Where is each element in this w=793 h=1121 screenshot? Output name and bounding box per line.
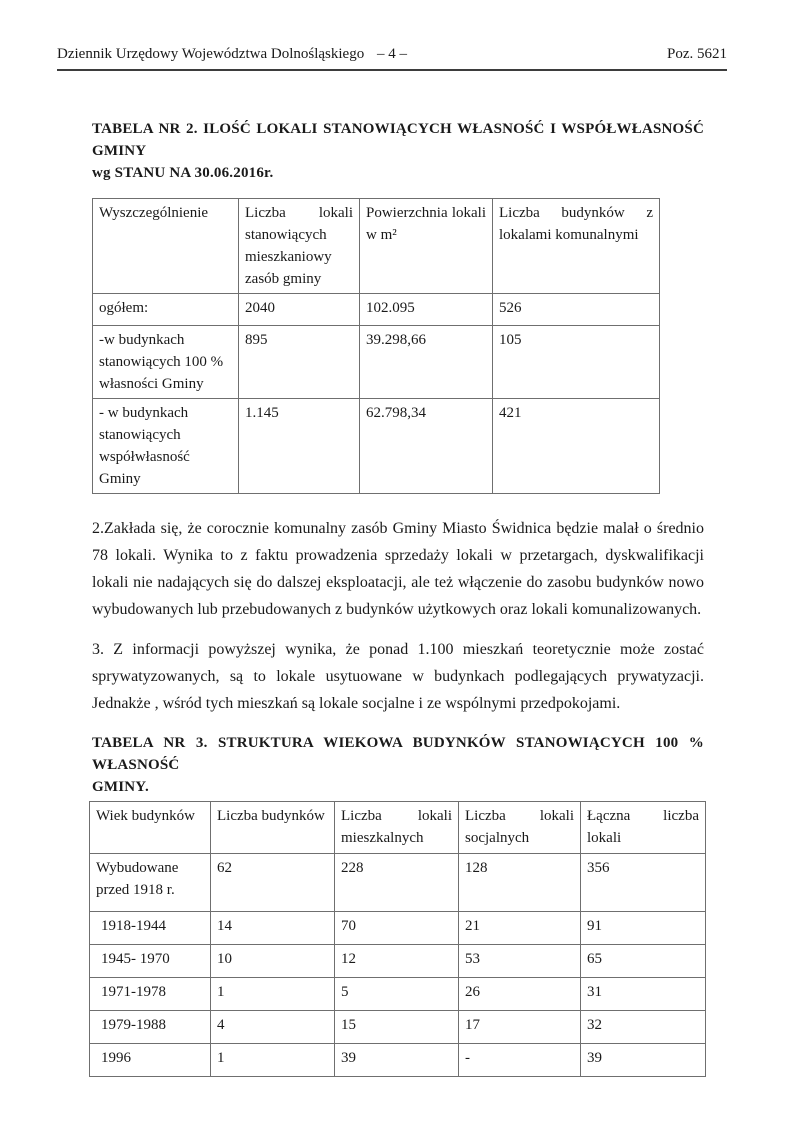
table-cell: 2040 bbox=[239, 294, 360, 326]
table-cell: 128 bbox=[459, 854, 581, 912]
table-nr2 bbox=[92, 198, 660, 494]
table-cell: 4 bbox=[211, 1011, 335, 1044]
table-cell: 62.798,34 bbox=[360, 399, 493, 494]
table-cell: 1971-1978 bbox=[90, 978, 211, 1011]
table3-title bbox=[92, 732, 704, 798]
page-header bbox=[57, 46, 727, 71]
table-cell: 53 bbox=[459, 945, 581, 978]
column-header: Liczba lokali stanowiących mieszkaniowy zasób gminy bbox=[239, 199, 360, 294]
table-cell: 15 bbox=[335, 1011, 459, 1044]
column-header: Liczba budynków bbox=[211, 802, 335, 854]
table-cell: 62 bbox=[211, 854, 335, 912]
column-header: Wyszczególnienie bbox=[93, 199, 239, 294]
table-cell: 1996 bbox=[90, 1044, 211, 1077]
table-cell: 105 bbox=[493, 326, 660, 399]
table-cell: Wybudowane przed 1918 r. bbox=[90, 854, 211, 912]
page-number: – 4 – bbox=[377, 46, 407, 62]
table-cell: 356 bbox=[581, 854, 706, 912]
table-cell: 31 bbox=[581, 978, 706, 1011]
table-cell: 1 bbox=[211, 978, 335, 1011]
paragraph-3: 3. Z informacji powyższej wynika, że ponad 1.100 mieszkań teoretycznie może zostać sprywatyzowanych, są to lokale usytuowane w budynkach podlegających prywatyzacji. Jednakże , wśród tych mieszkań są lokale socjalne i ze wspólnymi przedpokojami. bbox=[92, 641, 704, 712]
table-cell: 39 bbox=[581, 1044, 706, 1077]
column-header: Liczba lokali socjalnych bbox=[459, 802, 581, 854]
table-header-row bbox=[93, 199, 660, 294]
table-cell: 21 bbox=[459, 912, 581, 945]
table-cell: 39.298,66 bbox=[360, 326, 493, 399]
table-cell: 65 bbox=[581, 945, 706, 978]
table-cell: 1918-1944 bbox=[90, 912, 211, 945]
table-cell: 39 bbox=[335, 1044, 459, 1077]
table-cell: 70 bbox=[335, 912, 459, 945]
table-row bbox=[90, 912, 706, 945]
table-cell: 5 bbox=[335, 978, 459, 1011]
table-cell: ogółem: bbox=[93, 294, 239, 326]
paragraph-2: 2.Zakłada się, że corocznie komunalny zasób Gminy Miasto Świdnica będzie malał o średnio 78 lokali. Wynika to z faktu prowadzenia sprzedaży lokali w przetargach, dyskwalifikacji lokali nie nadających się do dalszej eksploatacji, ale też włączenie do zasobu budynków nowo wybudowanych lub przebudowanych z budynków użytkowych oraz lokali komunalizowanych. bbox=[92, 520, 704, 618]
table3-title-line2: GMINY. bbox=[92, 779, 149, 795]
journal-title: Dziennik Urzędowy Województwa Dolnośląskiego bbox=[57, 46, 365, 62]
table-cell: 228 bbox=[335, 854, 459, 912]
table-cell: 1979-1988 bbox=[90, 1011, 211, 1044]
table-cell: 1.145 bbox=[239, 399, 360, 494]
table2-title-line1: TABELA NR 2. ILOŚĆ LOKALI STANOWIĄCYCH WŁASNOŚĆ I WSPÓŁWŁASNOŚĆ GMINY bbox=[92, 121, 704, 159]
table-cell: 421 bbox=[493, 399, 660, 494]
table-row bbox=[93, 399, 660, 494]
table-cell: - w budynkach stanowiących współwłasność Gminy bbox=[93, 399, 239, 494]
table-cell: 12 bbox=[335, 945, 459, 978]
table-cell: -w budynkach stanowiących 100 % własności Gminy bbox=[93, 326, 239, 399]
table-cell: 10 bbox=[211, 945, 335, 978]
table-cell: 17 bbox=[459, 1011, 581, 1044]
table-cell: 32 bbox=[581, 1011, 706, 1044]
table-cell: 14 bbox=[211, 912, 335, 945]
table-cell: 1945- 1970 bbox=[90, 945, 211, 978]
column-header: Liczba budynków z lokalami komunalnymi bbox=[493, 199, 660, 294]
table-cell: 895 bbox=[239, 326, 360, 399]
table-row bbox=[90, 1011, 706, 1044]
position-number: Poz. 5621 bbox=[667, 46, 727, 62]
table-cell: 526 bbox=[493, 294, 660, 326]
table-cell: - bbox=[459, 1044, 581, 1077]
table3-title-line1: TABELA NR 3. STRUKTURA WIEKOWA BUDYNKÓW STANOWIĄCYCH 100 % WŁASNOŚĆ bbox=[92, 735, 704, 773]
table-row bbox=[90, 1044, 706, 1077]
table-cell: 102.095 bbox=[360, 294, 493, 326]
table-nr3 bbox=[89, 801, 706, 1077]
table-cell: 91 bbox=[581, 912, 706, 945]
table-row bbox=[90, 978, 706, 1011]
table-cell: 1 bbox=[211, 1044, 335, 1077]
table-row bbox=[93, 294, 660, 326]
table-row bbox=[90, 945, 706, 978]
column-header: Łączna liczba lokali bbox=[581, 802, 706, 854]
table-row bbox=[93, 326, 660, 399]
table-header-row bbox=[90, 802, 706, 854]
column-header: Wiek budynków bbox=[90, 802, 211, 854]
column-header: Liczba lokali mieszkalnych bbox=[335, 802, 459, 854]
page-content bbox=[92, 118, 704, 1077]
column-header: Powierzchnia lokali w m² bbox=[360, 199, 493, 294]
table-cell: 26 bbox=[459, 978, 581, 1011]
table2-title bbox=[92, 118, 704, 184]
table2-title-line2: wg STANU NA 30.06.2016r. bbox=[92, 165, 274, 181]
table-row bbox=[90, 854, 706, 912]
